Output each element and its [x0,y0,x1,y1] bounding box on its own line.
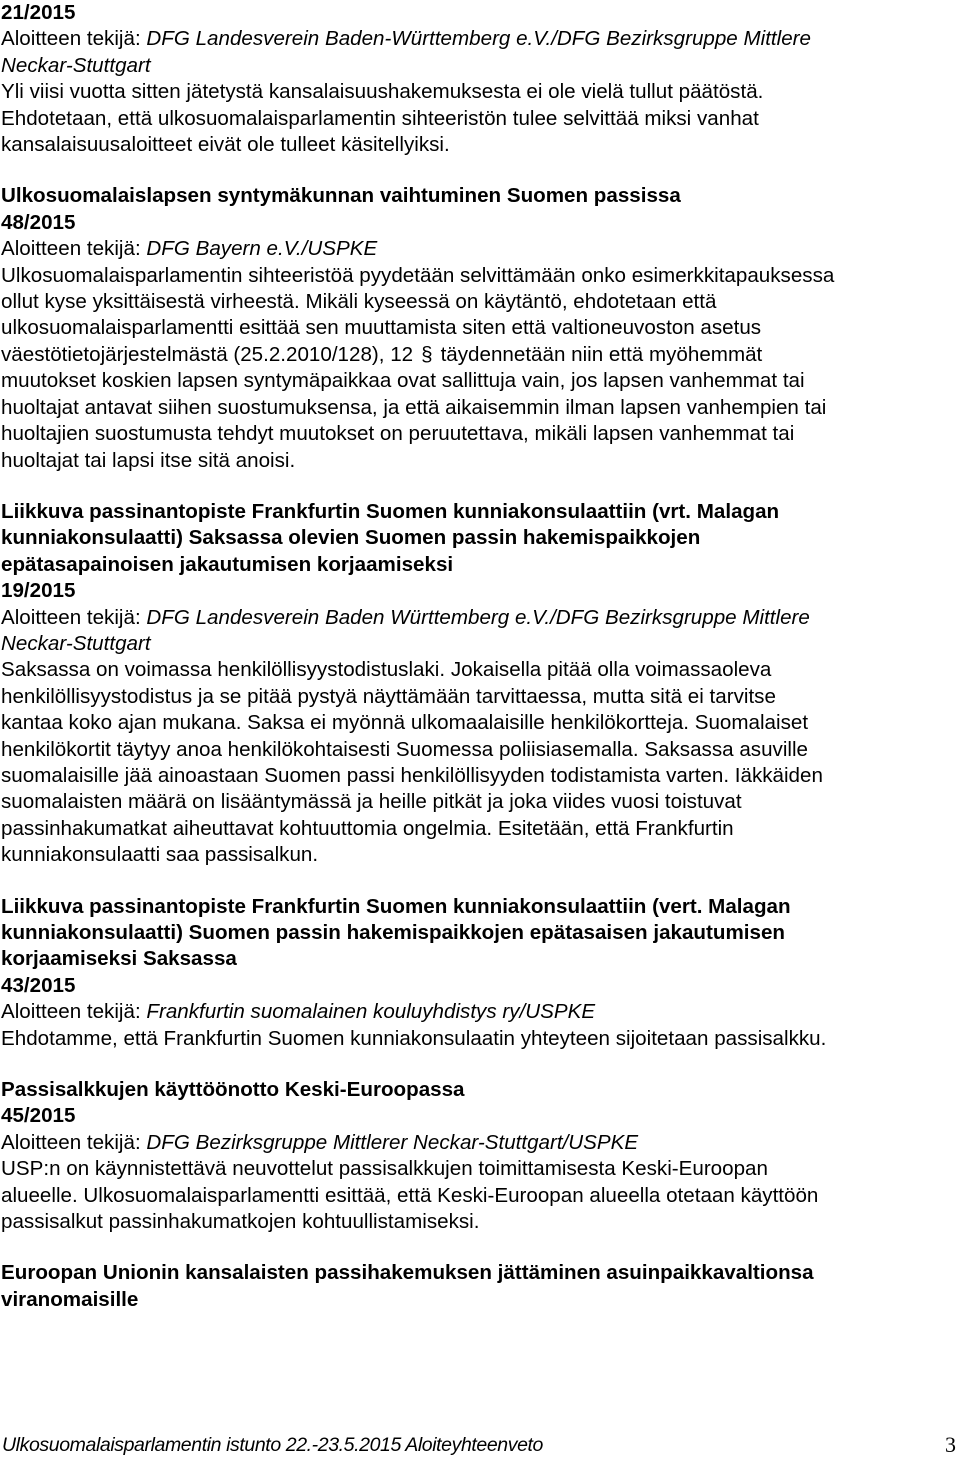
initiator-label: Aloitteen tekijä: [1,605,147,629]
section-symbol: § [421,342,433,366]
body-line: Ehdotamme, että Frankfurtin Suomen kunniakonsulaatin yhteyteen sijoitetaan passisalkku. [1,1026,827,1050]
body-line: suomalaisille jää ainoastaan Suomen passi henkilöllisyyden todistamista varten. Iäkkäiden [1,763,823,787]
body-line: suomalaisten määrä on lisääntymässä ja heille pitkät ja joka viides vuosi toistuvat [1,790,742,814]
initiative-initiator [1,999,957,1025]
section-heading: Liikkuva passinantopiste Frankfurtin Suomen kunniakonsulaattiin (vert. Malagan [1,894,791,918]
body-line: alueelle. Ulkosuomalaisparlamentti esittää, että Keski-Euroopan alueella otetaan käyttöön [1,1183,819,1207]
initiator-name: DFG Bezirksgruppe Mittlerer Neckar-Stuttgart/USPKE [146,1130,639,1154]
body-line: muutokset koskien lapsen syntymäpaikkaa ovat sallittuja vain, jos lapsen vanhemmat tai [1,369,805,393]
initiative-number: 48/2015 [1,210,76,234]
section-heading: Liikkuva passinantopiste Frankfurtin Suomen kunniakonsulaattiin (vrt. Malagan [1,499,780,523]
body-line: huoltajat tai lapsi itse sitä anoisi. [1,448,296,472]
section-heading: kunniakonsulaatti) Saksassa olevien Suomen passin hakemispaikkojen [1,526,701,550]
body-line: ollut kyse yksittäisestä virheestä. Mikäli kyseessä on käytäntö, ehdotetaan että [1,290,717,314]
initiative-number: 21/2015 [1,1,76,24]
initiator-name-continued: Neckar-Stuttgart [1,53,151,77]
initiative-number: 43/2015 [1,973,76,997]
body-line: huoltajien suostumusta tehdyt muutokset on peruutettava, mikäli lapsen vanhemmat tai [1,422,795,446]
body-text: väestötietojärjestelmästä (25.2.2010/128), 12 [1,342,419,366]
body-line: kansalaisuusaloitteet eivät ole tulleet käsitellyiksi. [1,133,450,157]
initiator-name: DFG Landesverein Baden-Württemberg e.V./DFG Bezirksgruppe Mittlere [146,27,811,51]
body-line: kunniakonsulaatti saa passisalkun. [1,843,319,867]
section-heading: kunniakonsulaatti) Suomen passin hakemispaikkojen epätasaisen jakautumisen [1,921,785,944]
initiative-number: 45/2015 [1,1104,76,1128]
section-heading: Ulkosuomalaislapsen syntymäkunnan vaihtuminen Suomen passissa [1,184,681,208]
initiator-name: Frankfurtin suomalainen kouluyhdistys ry/USPKE [146,1000,596,1024]
body-line [1,342,957,368]
initiator-label: Aloitteen tekijä: [1,237,147,261]
body-line: Saksassa on voimassa henkilöllisyystodistuslaki. Jokaisella pitää olla voimassaoleva [1,658,772,682]
initiative-number: 19/2015 [1,579,76,603]
section-heading: korjaamiseksi Saksassa [1,947,237,971]
body-line: Yli viisi vuotta sitten jätetystä kansalaisuushakemuksesta ei ole vielä tullut päätöstä. [1,80,764,104]
body-text: täydennetään niin että myöhemmät [434,342,763,366]
initiative-initiator [1,26,957,52]
initiator-label: Aloitteen tekijä: [1,1000,147,1024]
page-footer [2,1432,958,1458]
initiator-label: Aloitteen tekijä: [1,27,147,51]
initiative-initiator [1,605,957,631]
initiator-label: Aloitteen tekijä: [1,1130,147,1154]
body-line: USP:n on käynnistettävä neuvottelut passisalkkujen toimittamisesta Keski-Euroopan [1,1157,768,1181]
body-line: henkilöllisyystodistus ja se pitää pystyä näyttämään tarvittaessa, mutta sitä ei tarvitse [1,684,776,708]
body-line: kantaa koko ajan mukana. Saksa ei myönnä ulkomaalaisille henkilökortteja. Suomalaiset [1,711,809,735]
footer-title: Ulkosuomalaisparlamentin istunto 22.-23.5.2015 Aloiteyhteenveto [2,1434,544,1456]
section-heading: Passisalkkujen käyttöönotto Keski-Euroopassa [1,1078,465,1102]
initiator-name-continued: Neckar-Stuttgart [1,631,151,655]
initiator-name: DFG Bayern e.V./USPKE [146,237,378,261]
body-line: Ulkosuomalaisparlamentin sihteeristöä pyydetään selvittämään onko esimerkkitapauksessa [1,263,835,287]
section-heading: epätasapainoisen jakautumisen korjaamiseksi [1,552,454,576]
section-heading: viranomaisille [1,1287,139,1311]
initiator-name: DFG Landesverein Baden Württemberg e.V./DFG Bezirksgruppe Mittlere [146,605,810,629]
initiative-initiator [1,1130,957,1156]
page-number: 3 [945,1432,956,1457]
section-heading: Euroopan Unionin kansalaisten passihakemuksen jättäminen asuinpaikkavaltionsa [1,1261,814,1285]
body-line: henkilökortit täytyy anoa henkilökohtaisesti Suomessa poliisiasemalla. Saksassa asuville [1,737,808,761]
body-line: ulkosuomalaisparlamentti esittää sen muuttamista siten että valtioneuvoston asetus [1,316,762,340]
initiative-initiator [1,236,957,262]
body-line: huoltajat antavat siihen suostumuksensa, ja että aikaisemmin ilman lapsen vanhempien tai [1,395,827,419]
body-line: passinhakumatkat aiheuttavat kohtuuttomia ongelmia. Esitetään, että Frankfurtin [1,816,734,840]
body-line: Ehdotetaan, että ulkosuomalaisparlamentin sihteeristön tulee selvittää miksi vanhat [1,106,759,130]
body-line: passisalkut passinhakumatkojen kohtuullistamiseksi. [1,1210,480,1234]
